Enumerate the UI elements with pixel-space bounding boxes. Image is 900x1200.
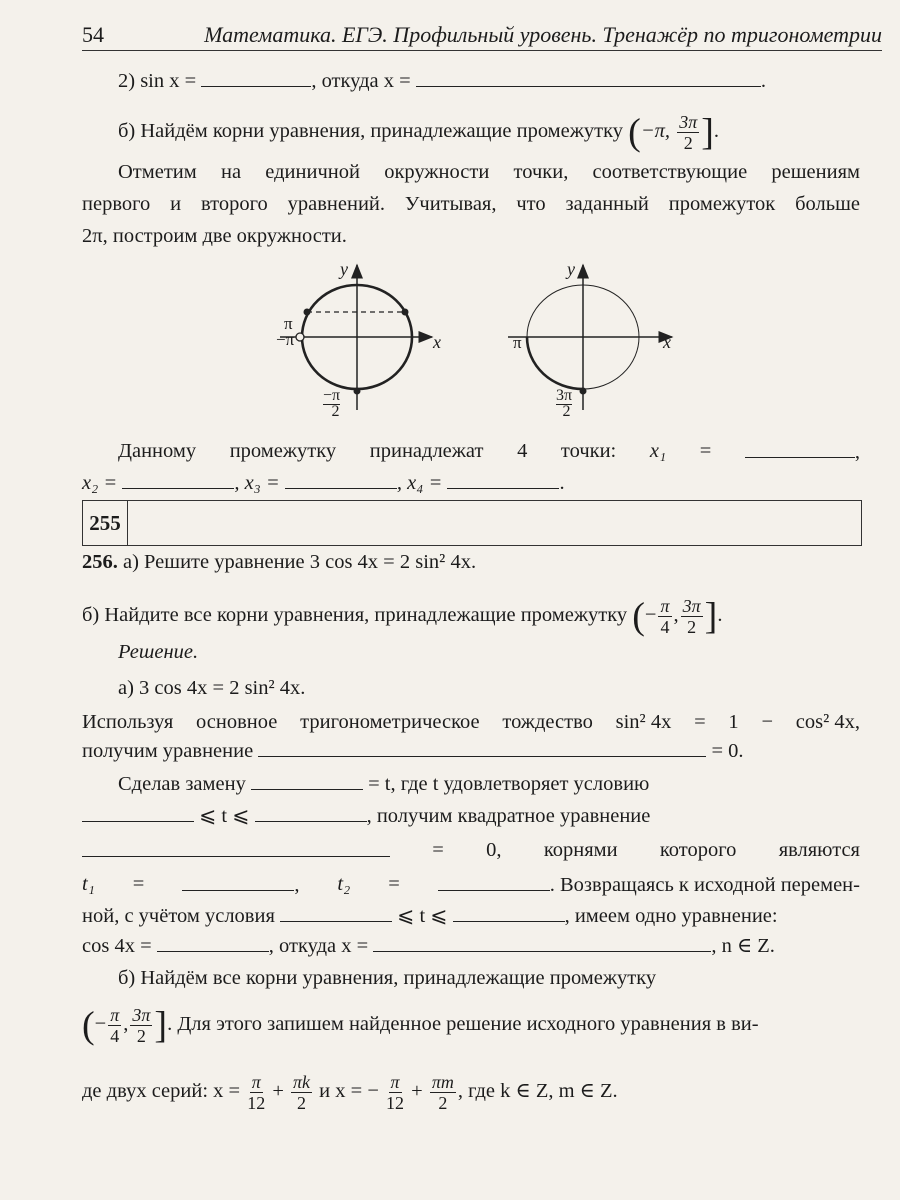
bracket: (: [632, 595, 645, 638]
bracket: (: [628, 111, 641, 154]
text: получим уравнение: [82, 740, 254, 762]
word: точки:: [560, 440, 617, 462]
text: , откуда x =: [311, 70, 411, 92]
answer-blank[interactable]: [82, 803, 194, 822]
answer-blank-x4[interactable]: [447, 470, 559, 489]
word: 4: [517, 440, 528, 462]
text: . Возвращаясь к исходной перемен-: [549, 874, 860, 896]
denominator: 2: [562, 403, 571, 420]
text-line: [82, 838, 860, 862]
word: 1: [728, 711, 739, 733]
text: 2) sin x =: [118, 70, 197, 92]
label-3pi-over-2: [556, 388, 572, 420]
word: =: [694, 711, 706, 733]
text: ,: [123, 1013, 129, 1036]
text: ,: [854, 441, 860, 463]
denominator: 2: [297, 1093, 307, 1113]
fraction: [658, 596, 671, 637]
fraction: [108, 1005, 121, 1046]
numerator: π: [390, 1072, 400, 1092]
text: cos 4x =: [82, 935, 152, 957]
text: , где k ∈ Z, m ∈ Z.: [457, 1080, 618, 1103]
word: корнями: [543, 839, 618, 861]
denominator: 4: [110, 1026, 120, 1046]
text: −: [94, 1013, 107, 1036]
answer-blank[interactable]: [373, 933, 711, 952]
text-line: [82, 738, 744, 763]
answer-blank[interactable]: [251, 771, 363, 790]
bracket: ]: [154, 1004, 168, 1047]
text: , x₃ =: [234, 472, 280, 494]
text-line: [118, 771, 649, 796]
label-minus-pi: −π: [276, 330, 295, 349]
numerator: −π: [323, 387, 341, 404]
answer-blank[interactable]: [255, 803, 367, 822]
text-line: [82, 872, 860, 897]
task-255-box: [82, 500, 862, 546]
word: t₂: [337, 873, 351, 895]
book-title: Математика. ЕГЭ. Профильный уровень. Тренажёр по тригонометрии: [204, 22, 882, 47]
text: +: [411, 1080, 423, 1103]
text-line: [82, 710, 860, 734]
answer-blank[interactable]: [258, 738, 706, 757]
text: и x = −: [319, 1080, 379, 1103]
fraction: [291, 1072, 312, 1113]
numerator: π: [110, 1005, 120, 1025]
word: −: [761, 711, 773, 733]
page-number: 54: [82, 22, 104, 47]
word: sin² 4x: [615, 711, 672, 733]
word: Данному: [118, 440, 197, 462]
text: а) 3 cos 4x = 2 sin² 4x.: [118, 677, 306, 699]
task-256: [82, 550, 476, 574]
label-pi: π: [513, 333, 522, 352]
answer-blank-x1[interactable]: [745, 439, 855, 458]
word: t₁: [82, 873, 95, 895]
text: .: [713, 120, 719, 143]
x-axis-label: x: [433, 332, 441, 352]
y-axis-label: y: [340, 259, 348, 279]
numerator: 3π: [679, 112, 698, 132]
bracket: ]: [704, 595, 718, 638]
series-line: [82, 1072, 618, 1113]
fraction: [130, 1005, 152, 1046]
denominator: 2: [683, 133, 693, 153]
denominator: 4: [660, 617, 670, 637]
numerator: 3π: [556, 387, 573, 404]
word: тождество: [502, 711, 593, 733]
text: ной, с учётом условия: [82, 905, 275, 927]
text: +: [272, 1080, 284, 1103]
bracket: (: [82, 1004, 95, 1047]
text: .: [760, 70, 766, 92]
word: которого: [659, 839, 737, 861]
text: .: [559, 472, 565, 494]
points-line-2: [82, 470, 565, 495]
word: промежутку: [229, 440, 337, 462]
text: б) Найдите все корни уравнения, принадлежащие промежутку: [82, 604, 628, 627]
text: . Для этого запишем найденное решение исходного уравнения в ви-: [167, 1013, 759, 1036]
text: = t, где t удовлетворяет условию: [368, 773, 650, 795]
answer-blank[interactable]: [157, 933, 269, 952]
y-axis-label: y: [567, 259, 575, 279]
text: б) Найдём корни уравнения, принадлежащие промежутку: [118, 120, 624, 143]
points-line: [82, 439, 860, 464]
label-minus-pi-over-2: [323, 388, 340, 420]
solution-label: Решение.: [118, 641, 199, 663]
text: , получим квадратное уравнение: [366, 805, 651, 827]
text-line: [82, 903, 778, 928]
paragraph-line: Отметим на единичной окружности точки, соответствующие решениям: [118, 161, 860, 183]
denominator: 2: [136, 1026, 146, 1046]
answer-blank[interactable]: [438, 872, 550, 891]
word: =: [699, 440, 712, 462]
task-number: 255: [83, 501, 128, 545]
label-pi: π: [284, 314, 293, 333]
word: основное: [196, 711, 278, 733]
circle-1: [280, 265, 432, 410]
numerator: 3π: [682, 596, 701, 616]
answer-blank[interactable]: [453, 903, 565, 922]
word: 0,: [486, 839, 502, 861]
task-number: 256.: [82, 551, 118, 573]
answer-blank[interactable]: [416, 68, 761, 87]
text: а) Решите уравнение 3 cos 4x = 2 sin² 4x.: [123, 551, 477, 573]
fraction: [677, 112, 699, 153]
text: ⩽ t ⩽: [199, 805, 250, 827]
denominator: 2: [438, 1093, 448, 1113]
x-axis-label: x: [663, 332, 671, 352]
text-line: [82, 1005, 759, 1046]
numerator: πk: [293, 1072, 311, 1092]
answer-blank-x2[interactable]: [122, 470, 234, 489]
word: =: [388, 873, 400, 895]
word: =: [432, 839, 444, 861]
text: .: [717, 604, 723, 627]
word: =: [132, 873, 145, 895]
text: ,: [673, 604, 679, 627]
word: являются: [778, 839, 860, 861]
text-line: б) Найдём все корни уравнения, принадлежащие промежутку: [118, 967, 657, 989]
task-256-b: [82, 596, 722, 637]
numerator: π: [251, 1072, 261, 1092]
text: = 0.: [711, 740, 744, 762]
text: −: [644, 604, 657, 627]
fraction: [247, 1072, 265, 1113]
text-line: [82, 933, 775, 958]
fraction: [681, 596, 703, 637]
line-part-b: [118, 112, 719, 153]
numerator: π: [660, 596, 670, 616]
numerator: 3π: [132, 1005, 151, 1025]
text: Сделав замену: [118, 773, 246, 795]
line-sin-x: [118, 68, 766, 93]
answer-blank[interactable]: [201, 68, 311, 87]
circle-2: [508, 265, 672, 410]
text-line: [82, 803, 650, 828]
answer-blank-x3[interactable]: [285, 470, 397, 489]
text: x₂ =: [82, 472, 118, 494]
answer-blank[interactable]: [82, 838, 390, 857]
answer-blank[interactable]: [182, 872, 294, 891]
text: , имеем одно уравнение:: [564, 905, 778, 927]
word: cos² 4x,: [795, 711, 860, 733]
word: принадлежат: [369, 440, 484, 462]
fraction: [386, 1072, 404, 1113]
paragraph-line: 2π, построим две окружности.: [82, 225, 347, 247]
answer-blank[interactable]: [280, 903, 392, 922]
denominator: 12: [386, 1093, 405, 1113]
running-header: [82, 22, 882, 51]
math: −π,: [640, 120, 671, 143]
numerator: πm: [431, 1072, 454, 1092]
bracket: ]: [701, 111, 714, 154]
text: , x₄ =: [396, 472, 443, 494]
text: , откуда x =: [268, 935, 369, 957]
paragraph-line: первого и второго уравнений. Учитывая, что заданный промежуток больше: [82, 193, 860, 215]
word: Используя: [82, 711, 174, 733]
denominator: 2: [687, 617, 697, 637]
text: ,: [294, 874, 300, 896]
text: , n ∈ Z.: [711, 935, 775, 957]
text: ⩽ t ⩽: [397, 905, 448, 927]
text: де двух серий: x =: [82, 1080, 241, 1103]
word: тригонометрическое: [300, 711, 480, 733]
denominator: 2: [331, 403, 340, 420]
denominator: 12: [247, 1093, 266, 1113]
fraction: [430, 1072, 456, 1113]
word: x₁: [649, 440, 667, 462]
